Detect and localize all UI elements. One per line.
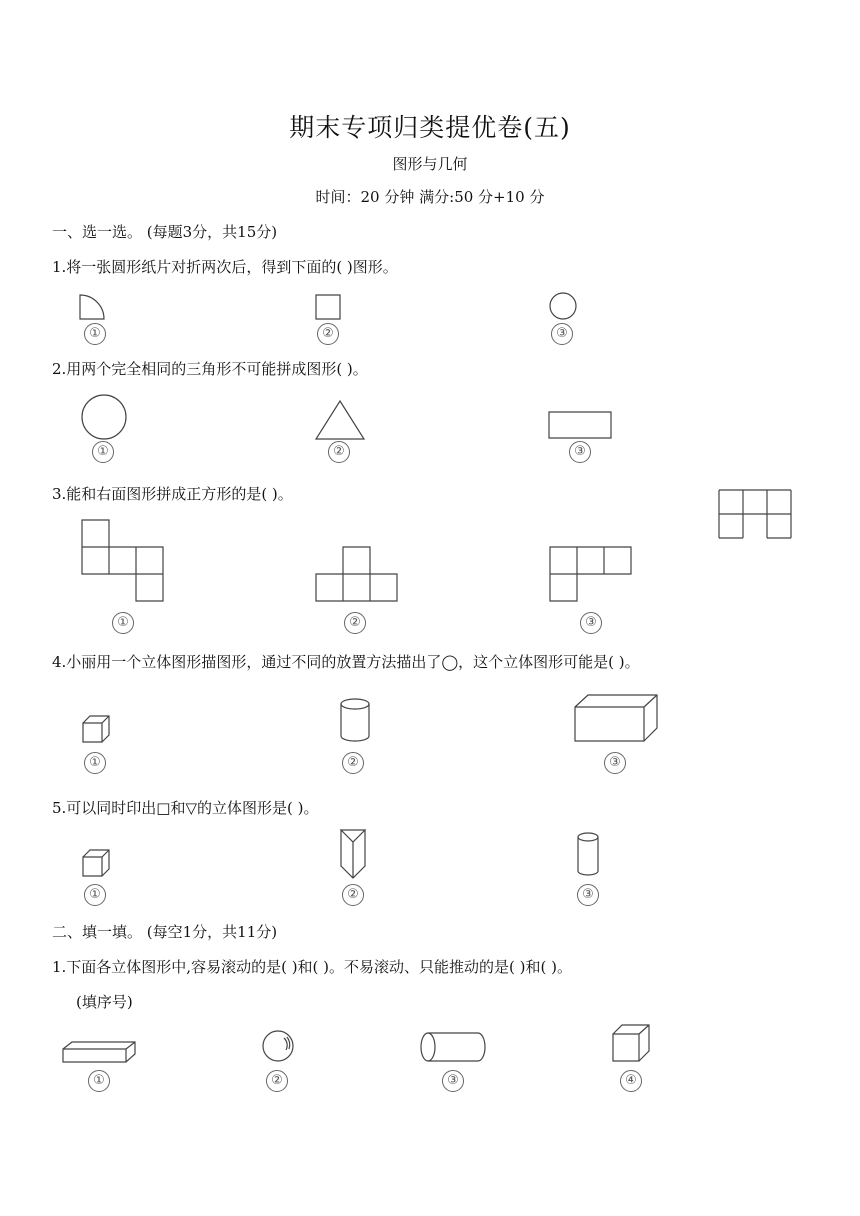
square-figure xyxy=(315,294,341,320)
cube-figure xyxy=(82,849,110,877)
flat-cuboid-figure xyxy=(62,1041,136,1063)
section-heading-fill: 二、填一填。 (每空1分，共11分) xyxy=(52,923,278,941)
fill-option-2-label: ② xyxy=(266,1070,288,1092)
question-5-text: 5.可以同时印出□和▽的立体图形是( )。 xyxy=(52,799,319,817)
time-info: 时间：20 分钟 满分:50 分+10 分 xyxy=(315,188,545,206)
question-2-text: 2.用两个完全相同的三角形不可能拼成图形( )。 xyxy=(52,360,368,378)
q5-option-3-label: ③ xyxy=(577,884,599,906)
sphere-figure xyxy=(262,1030,294,1062)
fill-question-1-note: (填序号) xyxy=(76,993,133,1011)
fill-option-1-label: ① xyxy=(88,1070,110,1092)
question-1-text: 1.将一张圆形纸片对折两次后，得到下面的( )图形。 xyxy=(52,258,398,276)
reference-grid-figure xyxy=(718,489,792,539)
quarter-circle-figure xyxy=(78,293,106,321)
q4-option-2-label: ② xyxy=(342,752,364,774)
rectangle-figure xyxy=(548,411,612,439)
q1-option-3-label: ③ xyxy=(551,323,573,345)
option-2-squares-figure xyxy=(315,546,399,602)
q3-option-1-label: ① xyxy=(112,612,134,634)
question-3-text: 3.能和右面图形拼成正方形的是( )。 xyxy=(52,485,293,503)
section-heading-choose: 一、选一选。 (每题3分，共15分) xyxy=(52,223,278,241)
question-4-text: 4.小丽用一个立体图形描图形，通过不同的放置方法描出了◯，这个立体图形可能是( )。 xyxy=(52,653,640,671)
fill-question-1-text: 1.下面各立体图形中,容易滚动的是( )和( )。不易滚动、只能推动的是( )和( )。 xyxy=(52,958,572,976)
fill-option-3-label: ③ xyxy=(442,1070,464,1092)
q3-option-2-label: ② xyxy=(344,612,366,634)
q2-option-3-label: ③ xyxy=(569,441,591,463)
option-1-squares-figure xyxy=(81,519,165,603)
triangle-figure xyxy=(315,400,365,440)
q3-option-3-label: ③ xyxy=(580,612,602,634)
cylinder-figure xyxy=(340,698,370,742)
q2-option-2-label: ② xyxy=(328,441,350,463)
option-3-squares-figure xyxy=(549,546,633,602)
q5-option-1-label: ① xyxy=(84,884,106,906)
cuboid-figure xyxy=(574,694,658,742)
page-subtitle: 图形与几何 xyxy=(392,155,468,173)
q2-option-1-label: ① xyxy=(92,441,114,463)
circle-figure xyxy=(549,292,577,320)
cylinder-figure xyxy=(577,832,599,876)
circle-figure xyxy=(81,394,127,440)
q4-option-3-label: ③ xyxy=(604,752,626,774)
q1-option-2-label: ② xyxy=(317,323,339,345)
page-title: 期末专项归类提优卷(五) xyxy=(289,113,571,142)
lying-cylinder-figure xyxy=(420,1032,486,1062)
q1-option-1-label: ① xyxy=(84,323,106,345)
q5-option-2-label: ② xyxy=(342,884,364,906)
q4-option-1-label: ① xyxy=(84,752,106,774)
fill-option-4-label: ④ xyxy=(620,1070,642,1092)
cube-figure xyxy=(612,1024,650,1062)
triangular-prism-figure xyxy=(340,829,366,879)
cube-figure xyxy=(82,715,110,743)
